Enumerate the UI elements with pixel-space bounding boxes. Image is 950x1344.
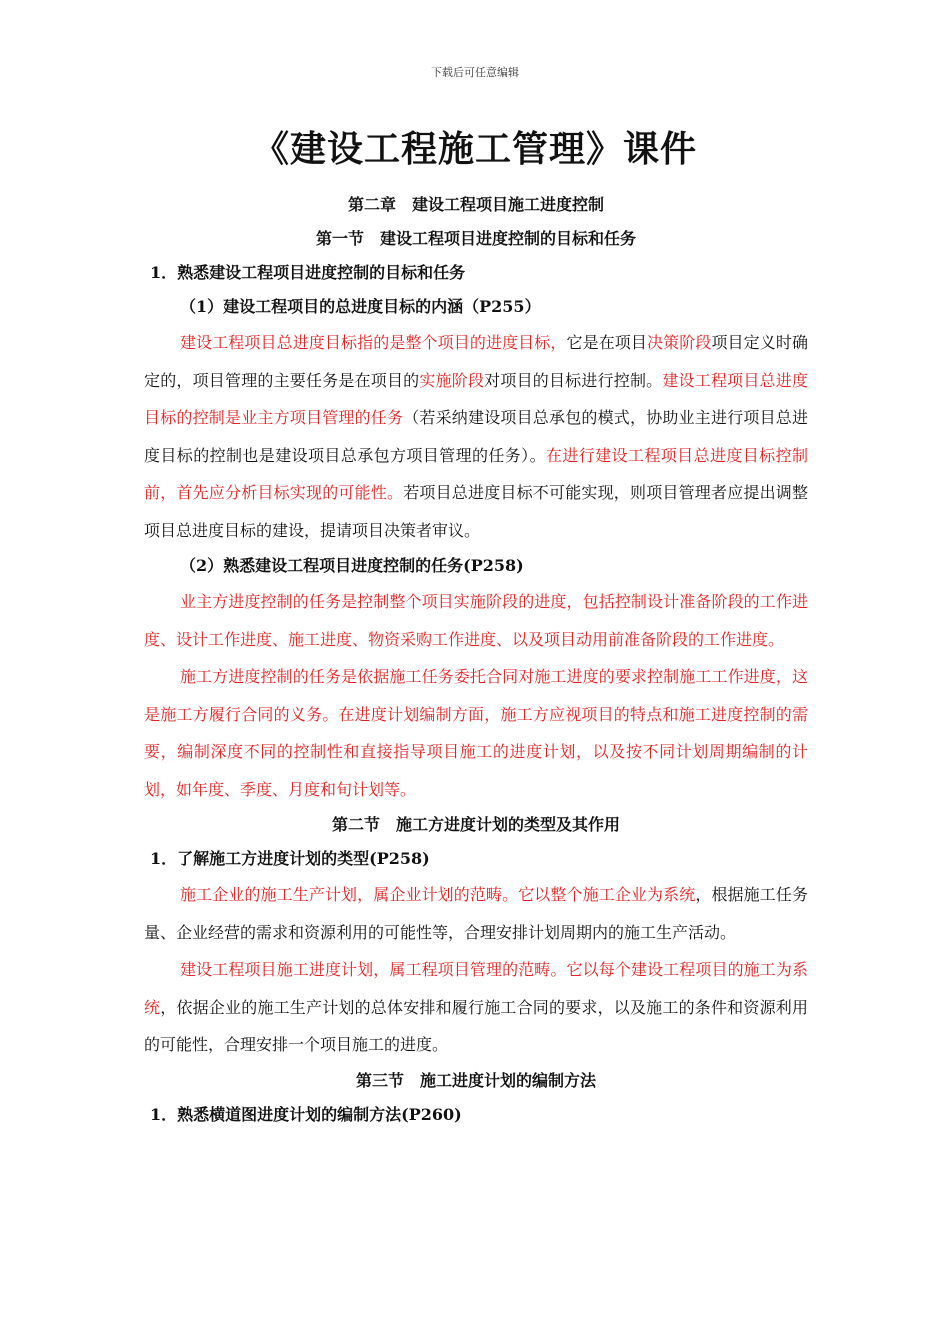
section-1-sub-2-heading: （2）熟悉建设工程项目进度控制的任务(P258) (180, 556, 524, 575)
text-run: （若采纳建设项目总承包的模式，协助业主进行项目总进度目标的控制也是建设项目总承包方项目管理的任务）。 (144, 408, 808, 465)
text-run: 它是在项目 (566, 333, 648, 352)
section-1-topic: 1．熟悉建设工程项目进度控制的目标和任务 (150, 263, 466, 282)
section-2-topic: 1．了解施工方进度计划的类型(P258) (150, 849, 430, 868)
paragraph (144, 583, 808, 658)
text-run: 若项目总进度目标不可能实现，则项目管理者应提出调整项目总进度目标的建设，提请项目决策者审议。 (144, 483, 808, 540)
section-2-heading: 第二节 施工方进度计划的类型及其作用 (331, 815, 620, 834)
paragraph (144, 876, 808, 951)
section-1-heading: 第一节 建设工程项目进度控制的目标和任务 (315, 229, 636, 248)
paragraph (144, 951, 808, 1064)
text-run: 对项目的目标进行控制。 (484, 370, 663, 390)
highlighted-text-run: 施工企业的施工生产计划，属企业计划的范畴。它以整个施工企业为系统 (180, 885, 696, 904)
highlighted-text-run: 建设工程项目总进度目标的控制是业主方项目管理的任务 (144, 370, 808, 427)
section-1-sub-1-heading: （1）建设工程项目的总进度目标的内涵（P255） (180, 297, 541, 316)
chapter-heading: 第二章 建设工程项目施工进度控制 (347, 195, 604, 214)
text-run: 项目定义时确定的，项目管理的主要任务是在项目的 (144, 333, 808, 390)
document-title: 《建设工程施工管理》课件 (252, 128, 697, 170)
section-3-heading: 第三节 施工进度计划的编制方法 (355, 1070, 596, 1090)
highlighted-text-run: 实施阶段 (419, 370, 485, 390)
highlighted-text-run: 在进行建设工程项目总进度目标控制前，首先应分析目标实现的可能性。 (144, 445, 808, 502)
highlighted-text-run: 建设工程项目总进度目标指的是整个项目的进度目标， (180, 333, 567, 352)
paragraph (144, 324, 808, 549)
section-3-topic: 1．熟悉横道图进度计划的编制方法(P260) (150, 1104, 462, 1124)
highlighted-text-run: 决策阶段 (647, 333, 712, 352)
text-run: ，根据施工任务量、企业经营的需求和资源利用的可能性等，合理安排计划周期内的施工生产活动。 (144, 885, 808, 942)
document-body (144, 188, 808, 1132)
highlighted-text-run: 业主方进度控制的任务是控制整个项目实施阶段的进度，包括控制设计准备阶段的工作进度、设计工作进度、施工进度、物资采购工作进度、以及项目动用前准备阶段的工作进度。 (144, 592, 808, 649)
highlighted-text-run: 建设工程项目施工进度计划，属工程项目管理的范畴。它以每个建设工程项目的施工为系统 (144, 960, 808, 1017)
header-note: 下载后可任意编辑 (431, 66, 519, 79)
highlighted-text-run: 施工方进度控制的任务是依据施工任务委托合同对施工进度的要求控制施工工作进度，这是施工方履行合同的义务。在进度计划编制方面，施工方应视项目的特点和施工进度控制的需要，编制深度不同的控制性和直接指导项目施工的进度计划，以及按不同计划周期编制的计划，如年度、季度、月度和旬计划等。 (144, 667, 808, 799)
text-run: ，依据企业的施工生产计划的总体安排和履行施工合同的要求，以及施工的条件和资源利用的可能性，合理安排一个项目施工的进度。 (144, 997, 808, 1054)
paragraph (144, 658, 808, 808)
